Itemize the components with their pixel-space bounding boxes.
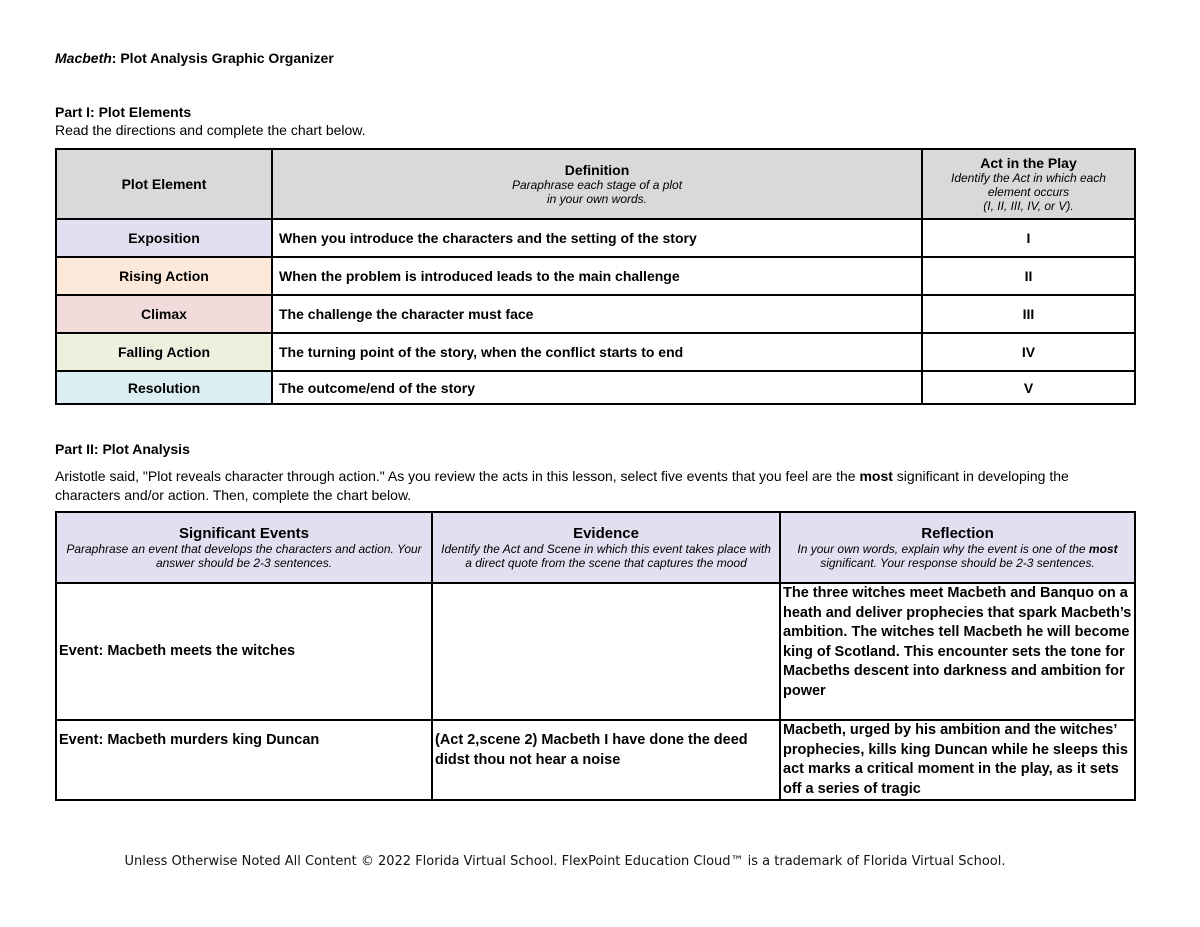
- plot-element-cell: Exposition: [56, 219, 272, 257]
- table-row: [56, 371, 1135, 404]
- table-row: [56, 257, 1135, 295]
- evidence-cell[interactable]: [432, 583, 780, 720]
- header-evidence: Evidence Identify the Act and Scene in which this event takes place with a direct quote from the scene that captures the mood: [432, 512, 780, 583]
- reflection-cell[interactable]: The three witches meet Macbeth and Banquo on a heath and deliver prophecies that spark Macbeth’s ambition. The witches tell Macbeth he will become king of Scotland. This encounter sets the tone for Macbeths descent into darkness and ambition for power: [780, 583, 1135, 720]
- definition-cell[interactable]: The turning point of the story, when the conflict starts to end: [272, 333, 922, 371]
- header-act-in-play: Act in the Play Identify the Act in which each element occurs (I, II, III, IV, or V).: [922, 149, 1135, 219]
- header-definition: Definition Paraphrase each stage of a plot in your own words.: [272, 149, 922, 219]
- act-cell[interactable]: III: [922, 295, 1135, 333]
- part1-heading: Part I: Plot Elements: [55, 104, 192, 120]
- reflection-cell[interactable]: Macbeth, urged by his ambition and the witches’ prophecies, kills king Duncan while he sleeps this act marks a critical moment in the play, as it sets off a series of tragic: [780, 720, 1135, 800]
- definition-cell[interactable]: When the problem is introduced leads to the main challenge: [272, 257, 922, 295]
- act-cell[interactable]: II: [922, 257, 1135, 295]
- table-row: [56, 720, 1135, 800]
- definition-cell[interactable]: When you introduce the characters and the setting of the story: [272, 219, 922, 257]
- plot-element-cell: Falling Action: [56, 333, 272, 371]
- plot-element-cell: Climax: [56, 295, 272, 333]
- plot-analysis-table: [55, 511, 1136, 801]
- header-plot-element: Plot Element: [56, 149, 272, 219]
- table-row: [56, 333, 1135, 371]
- document-title: [55, 50, 334, 66]
- header-significant-events: Significant Events Paraphrase an event that develops the characters and action. Your answer should be 2-3 sentences.: [56, 512, 432, 583]
- evidence-cell[interactable]: (Act 2,scene 2) Macbeth I have done the deed didst thou not hear a noise: [432, 720, 780, 800]
- part2-directions: Aristotle said, "Plot reveals character through action." As you review the acts in this lesson, select five events that you feel are the most significant in developing the characters and/or action. Then, complete the chart below.: [55, 468, 1069, 503]
- copyright-footer: Unless Otherwise Noted All Content © 2022 Florida Virtual School. FlexPoint Education Cloud™ is a trademark of Florida Virtual School.: [124, 854, 1006, 869]
- event-cell[interactable]: Event: Macbeth murders king Duncan: [56, 720, 432, 800]
- plot-elements-header-row: [56, 149, 1135, 219]
- definition-cell[interactable]: The challenge the character must face: [272, 295, 922, 333]
- part2-heading: Part II: Plot Analysis: [55, 441, 190, 457]
- title-rest: : Plot Analysis Graphic Organizer: [111, 50, 334, 66]
- part1-directions: Read the directions and complete the chart below.: [55, 122, 366, 138]
- definition-cell[interactable]: The outcome/end of the story: [272, 371, 922, 404]
- table-row: [56, 583, 1135, 720]
- act-cell[interactable]: V: [922, 371, 1135, 404]
- plot-element-cell: Rising Action: [56, 257, 272, 295]
- table-row: [56, 219, 1135, 257]
- title-play-name: Macbeth: [55, 50, 112, 66]
- plot-element-cell: Resolution: [56, 371, 272, 404]
- header-reflection: Reflection In your own words, explain why the event is one of the most significant. Your response should be 2-3 sentences.: [780, 512, 1135, 583]
- event-cell[interactable]: Event: Macbeth meets the witches: [56, 583, 432, 720]
- table-row: [56, 295, 1135, 333]
- plot-elements-table: [55, 148, 1136, 405]
- plot-analysis-header-row: [56, 512, 1135, 583]
- act-cell[interactable]: I: [922, 219, 1135, 257]
- act-cell[interactable]: IV: [922, 333, 1135, 371]
